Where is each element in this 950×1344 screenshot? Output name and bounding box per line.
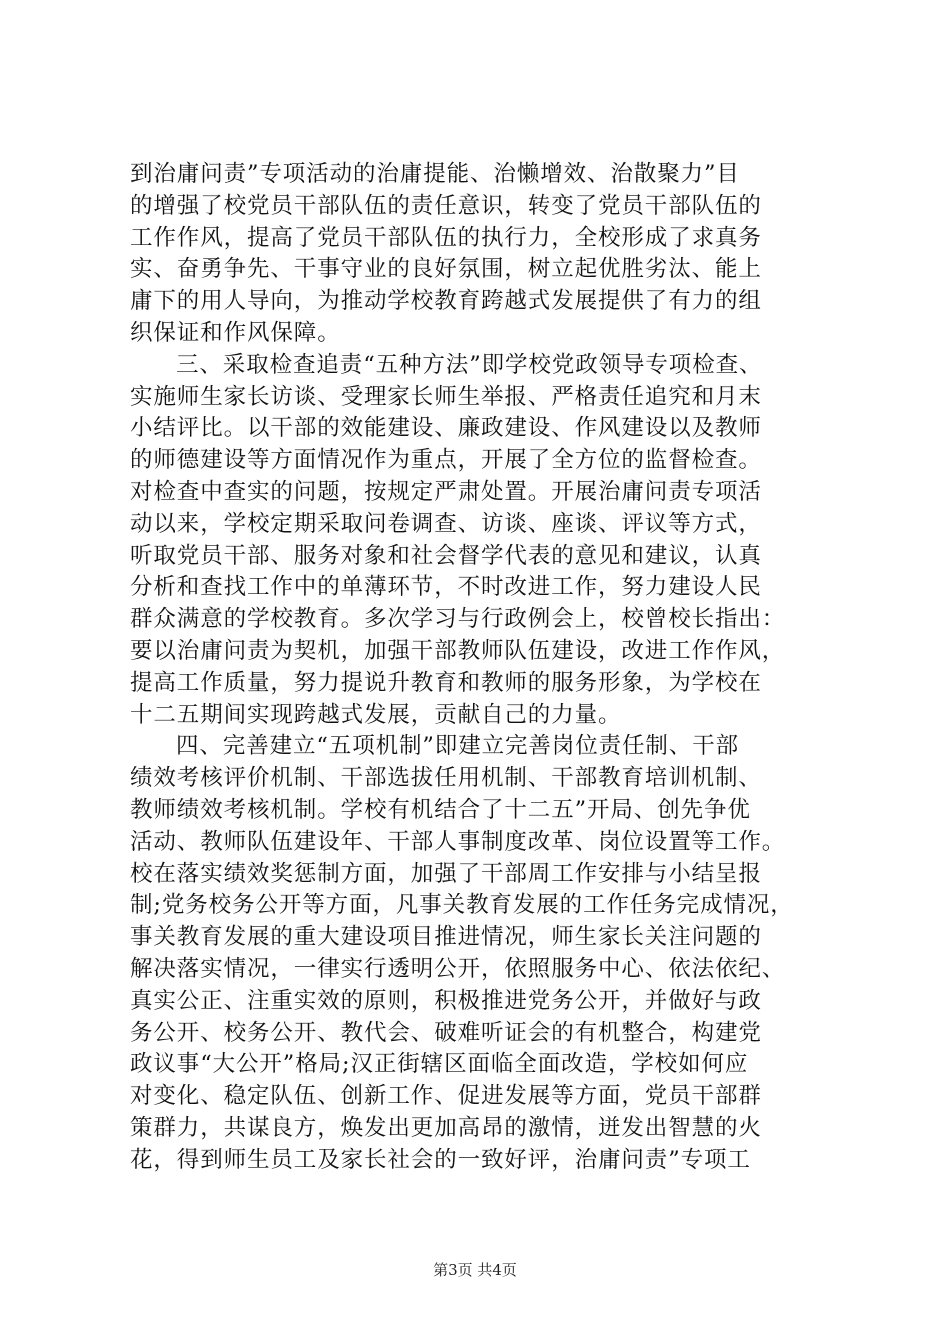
text-line: 对检查中查实的问题，按规定严肃处置。开展治庸问责专项活 [130, 478, 762, 505]
text-line: 花，得到师生员工及家长社会的一致好评，治庸问责”专项工 [130, 1146, 751, 1173]
text-line: 绩效考核评价机制、干部选拔任用机制、干部教育培训机制、 [130, 765, 762, 792]
text-line: 制;党务校务公开等方面，凡事关教育发展的工作任务完成情况， [130, 892, 794, 919]
text-line: 分析和查找工作中的单薄环节，不时改进工作，努力建设人民 [130, 574, 762, 601]
text-line: 校在落实绩效奖惩制方面，加强了干部周工作安排与小结呈报 [130, 860, 762, 887]
text-line: 真实公正、注重实效的原则，积极推进党务公开，并做好与政 [130, 987, 762, 1014]
section-heading-line: 四、完善建立“五项机制”即建立完善岗位责任制、干部 [176, 733, 740, 760]
text-line: 动以来，学校定期采取问卷调查、访谈、座谈、评议等方式， [130, 510, 762, 537]
text-line: 事关教育发展的重大建设项目推进情况，师生家长关注问题的 [130, 924, 762, 951]
page-number-footer: 第3页 共4页 [433, 1261, 517, 1279]
section-heading-line: 三、采取检查追责“五种方法”即学校党政领导专项检查、 [176, 351, 763, 378]
text-line: 庸下的用人导向，为推动学校教育跨越式发展提供了有力的组 [130, 288, 762, 315]
text-line: 要以治庸问责为契机，加强干部教师队伍建设，改进工作作风， [130, 637, 786, 664]
text-line: 策群力，共谋良方，焕发出更加高昂的激情，迸发出智慧的火 [130, 1114, 762, 1141]
text-line: 活动、教师队伍建设年、干部人事制度改革、岗位设置等工作。 [130, 828, 786, 855]
document-body [130, 159, 830, 1177]
text-line: 工作作风，提高了党员干部队伍的执行力，全校形成了求真务 [130, 224, 762, 251]
text-line: 政议事“大公开”格局;汉正街辖区面临全面改造，学校如何应 [130, 1051, 749, 1078]
text-line: 实施师生家长访谈、受理家长师生举报、严格责任追究和月末 [130, 383, 762, 410]
text-line: 务公开、校务公开、教代会、破难听证会的有机整合，构建党 [130, 1019, 762, 1046]
text-line: 解决落实情况，一律实行透明公开，依照服务中心、依法依纪、 [130, 955, 786, 982]
text-line: 听取党员干部、服务对象和社会督学代表的意见和建议，认真 [130, 542, 762, 569]
text-line: 对变化、稳定队伍、创新工作、促进发展等方面，党员干部群 [130, 1083, 762, 1110]
text-line: 教师绩效考核机制。学校有机结合了十二五”开局、创先争优 [130, 796, 751, 823]
text-line: 十二五期间实现跨越式发展，贡献自己的力量。 [130, 701, 622, 728]
text-line: 群众满意的学校教育。多次学习与行政例会上，校曾校长指出： [130, 606, 786, 633]
text-line: 到治庸问责”专项活动的治庸提能、治懒增效、治散聚力”目 [130, 161, 740, 187]
text-line: 提高工作质量，努力提说升教育和教师的服务形象，为学校在 [130, 669, 762, 696]
text-line: 小结评比。以干部的效能建设、廉政建设、作风建设以及教师 [130, 415, 762, 442]
text-line: 的增强了校党员干部队伍的责任意识，转变了党员干部队伍的 [130, 192, 762, 219]
text-line: 的师德建设等方面情况作为重点，开展了全方位的监督检查。 [130, 447, 762, 474]
text-line: 织保证和作风保障。 [130, 319, 341, 346]
text-line: 实、奋勇争先、干事守业的良好氛围，树立起优胜劣汰、能上 [130, 256, 762, 283]
